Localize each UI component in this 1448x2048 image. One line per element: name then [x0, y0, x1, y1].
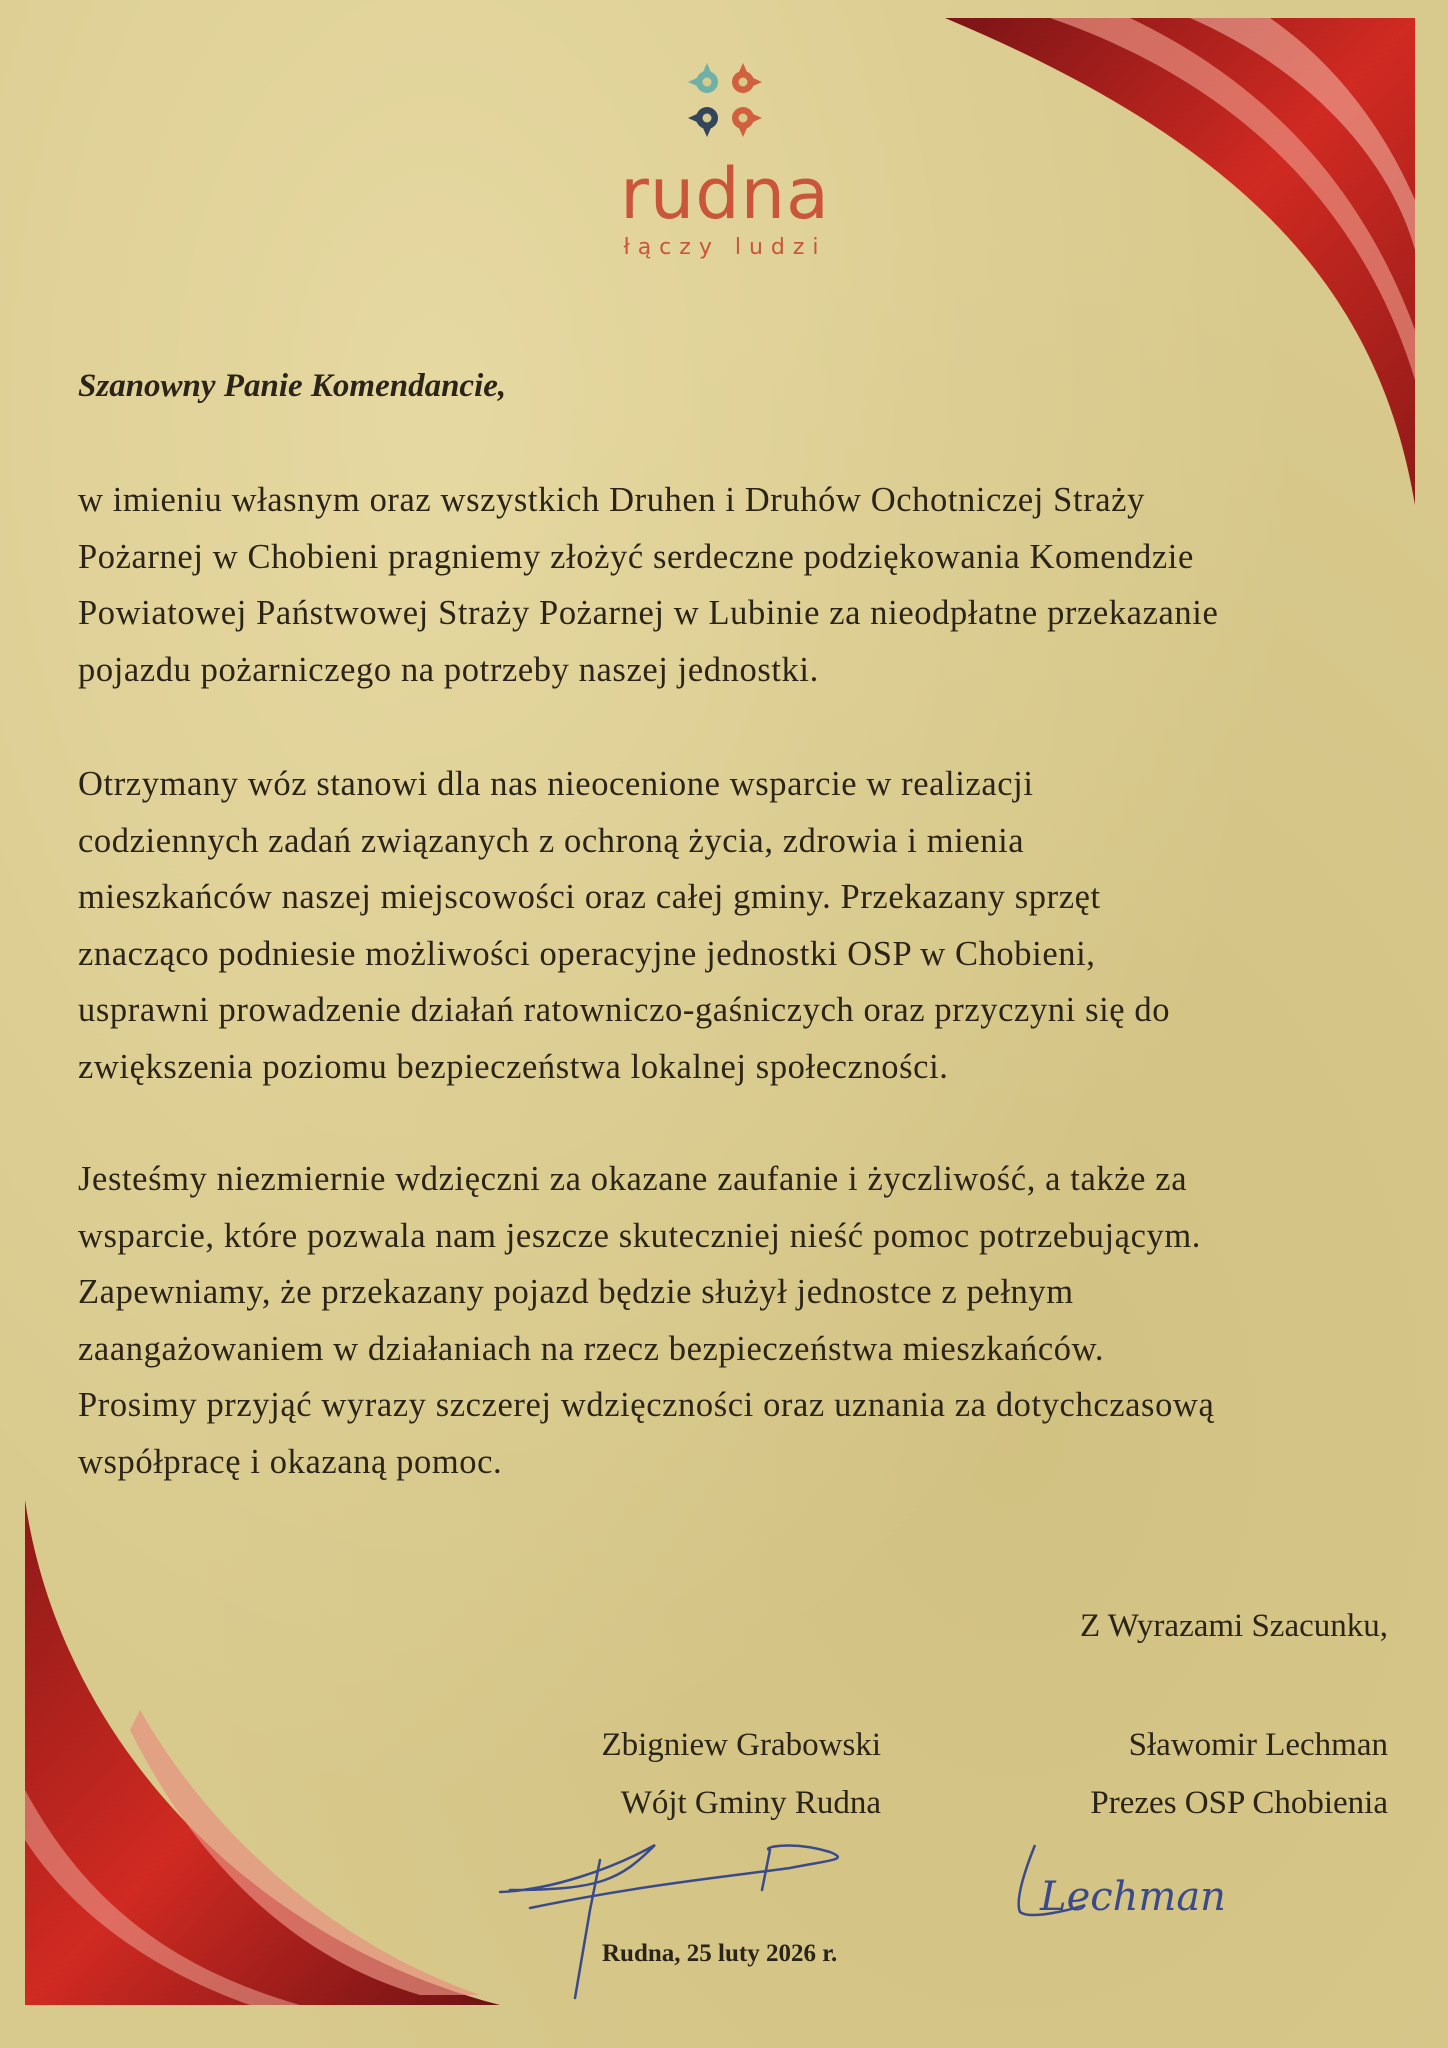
text-line: w imieniu własnym oraz wszystkich Druhen i Druhów Ochotniczej Straży [78, 481, 1145, 519]
signatory-prezes [1090, 1716, 1388, 1832]
handwritten-signature-grabowski [490, 1830, 910, 2000]
logo-emblem-icon [685, 60, 765, 140]
rudna-logo [600, 60, 850, 260]
text-line: codziennych zadań związanych z ochroną życia, zdrowia i mienia [78, 821, 1025, 860]
signature-text: Lechman [1040, 1874, 1226, 1920]
logo-name: rudna [620, 153, 830, 235]
text-line: Jesteśmy niezmiernie wdzięczni za okazane zaufanie i życzliwość, a także za [78, 1160, 1188, 1198]
signatory-name: Zbigniew Grabowski [601, 1727, 881, 1763]
signatory-title: Wójt Gminy Rudna [620, 1785, 881, 1821]
signatory-wojt [601, 1716, 881, 1832]
text-line: Prosimy przyjąć wyrazy szczerej wdzięczności oraz uznania za dotychczasową [78, 1386, 1215, 1424]
text-line: Otrzymany wóz stanowi dla nas nieocenione wsparcie w realizacji [78, 765, 1034, 803]
red-swoosh-bottom-left [0, 1490, 520, 2010]
red-swoosh-top-right [930, 0, 1448, 520]
text-line: mieszkańców naszej miejscowości oraz całej gminy. Przekazany sprzęt [78, 878, 1101, 916]
handwritten-signature-lechman [1010, 1840, 1270, 1930]
paragraph-3 [78, 1151, 1214, 1490]
text-line: współpracę i okazaną pomoc. [78, 1442, 503, 1481]
letter-date: Rudna, 25 luty 2026 r. [602, 1940, 838, 1967]
letter-greeting: Szanowny Panie Komendancie, [78, 368, 507, 404]
letter-closing: Z Wyrazami Szacunku, [1079, 1608, 1388, 1644]
text-line: zaangażowaniem w działaniach na rzecz bezpieczeństwa mieszkańców. [78, 1329, 1105, 1368]
paragraph-2 [78, 756, 1170, 1095]
logo-tagline: łączy ludzi [623, 235, 827, 260]
text-line: usprawni prowadzenie działań ratowniczo-gaśniczych oraz przyczyni się do [78, 991, 1171, 1029]
signatory-name: Sławomir Lechman [1128, 1727, 1388, 1763]
signatory-title: Prezes OSP Chobienia [1090, 1785, 1388, 1821]
paragraph-1 [78, 472, 1218, 698]
text-line: wsparcie, które pozwala nam jeszcze skuteczniej nieść pomoc potrzebującym. [78, 1216, 1202, 1255]
text-line: pojazdu pożarniczego na potrzeby naszej jednostki. [78, 650, 819, 689]
text-line: znacząco podniesie możliwości operacyjne jednostki OSP w Chobieni, [78, 934, 1096, 973]
text-line: Powiatowej Państwowej Straży Pożarnej w Lubinie za nieodpłatne przekazanie [78, 594, 1219, 632]
text-line: zwiększenia poziomu bezpieczeństwa lokalnej społeczności. [78, 1047, 949, 1086]
text-line: Pożarnej w Chobieni pragniemy złożyć serdeczne podziękowania Komendzie [78, 537, 1194, 576]
text-line: Zapewniamy, że przekazany pojazd będzie służył jednostce z pełnym [78, 1273, 1074, 1311]
